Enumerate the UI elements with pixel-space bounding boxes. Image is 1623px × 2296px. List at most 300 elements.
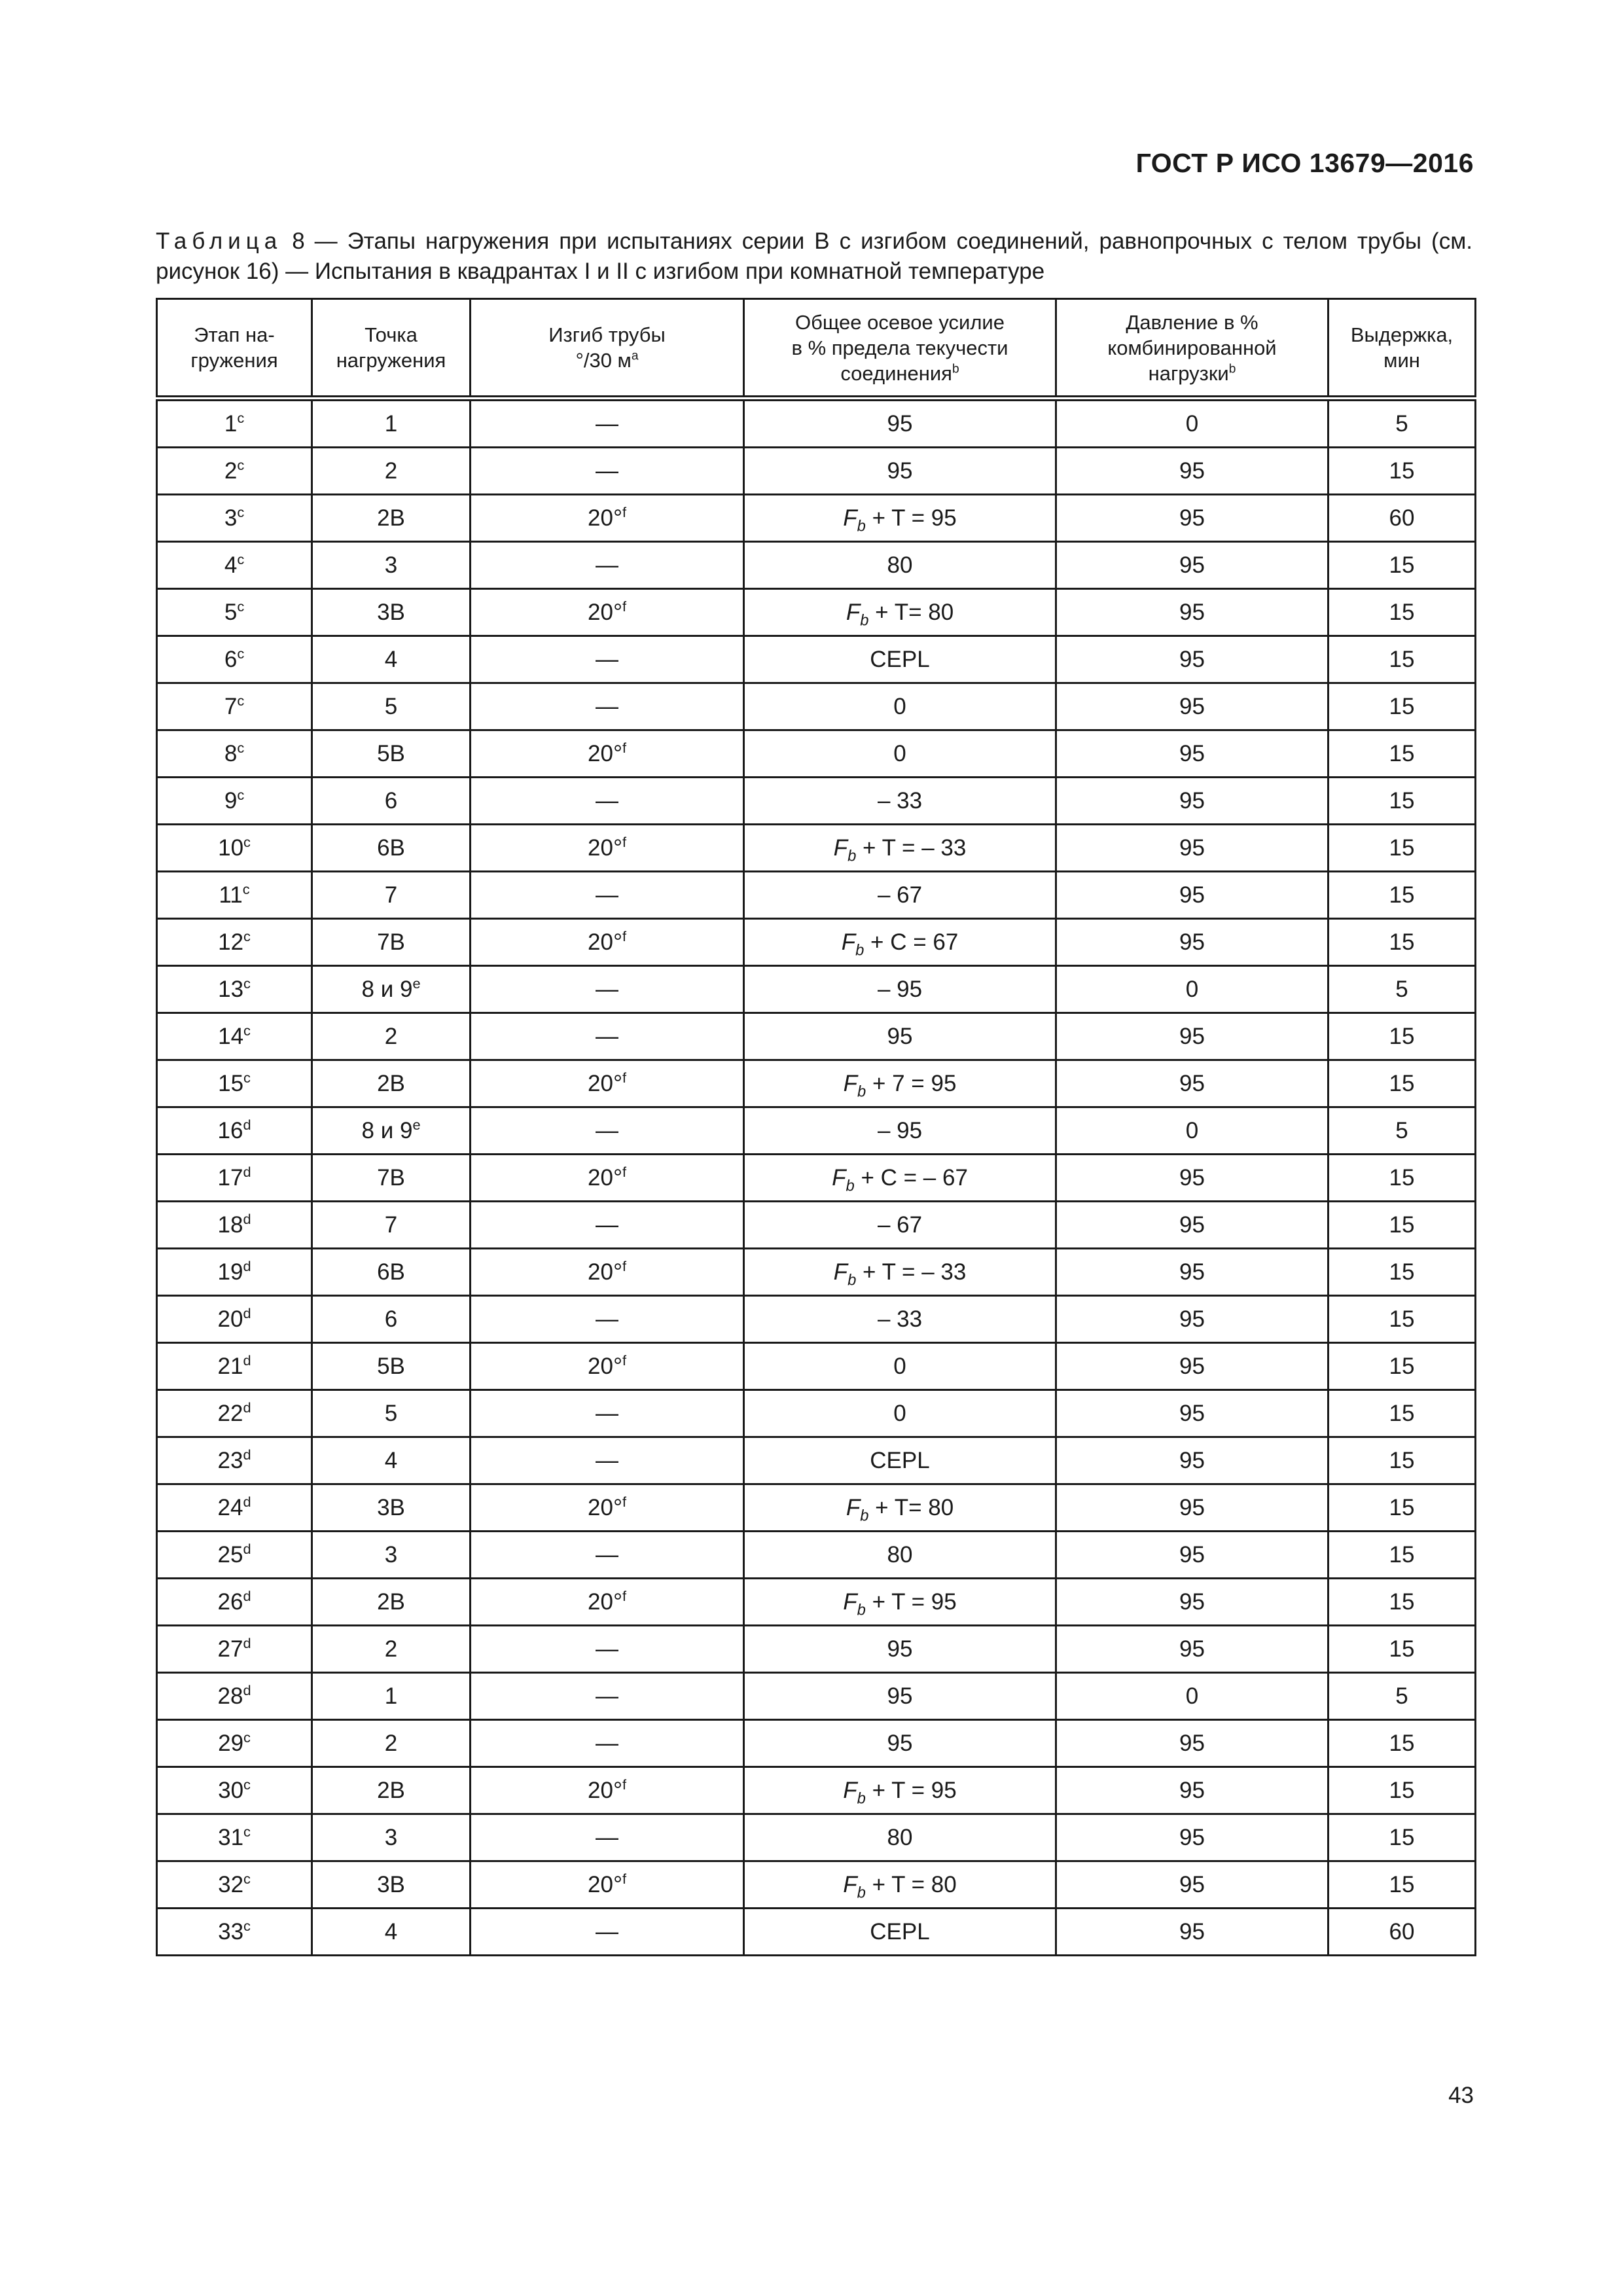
column-header-line: Общее осевое усилие [795, 310, 1005, 334]
loading-point: 5B [377, 1353, 405, 1379]
pipe-bend-cell [471, 1296, 744, 1343]
pipe-bend-cell [471, 825, 744, 872]
stage-cell [157, 966, 312, 1013]
pressure: 95 [1179, 1541, 1205, 1568]
hold-time-cell [1329, 1437, 1476, 1484]
fb-symbol-base: F [841, 929, 856, 955]
pressure: 0 [1185, 976, 1199, 1002]
pipe-bend: 20° [588, 599, 622, 625]
table-row [157, 542, 1476, 589]
table-body [157, 399, 1476, 1956]
pressure: 95 [1179, 1259, 1205, 1285]
fb-symbol-base: F [832, 1164, 846, 1191]
fb-symbol-base: F [843, 1070, 857, 1096]
loading-point: 2B [377, 505, 405, 531]
footnote-marker: f [622, 927, 626, 944]
stage-number: 19 [217, 1259, 243, 1285]
hold-time-cell [1329, 1579, 1476, 1626]
table-row [157, 1060, 1476, 1107]
pressure: 95 [1179, 505, 1205, 531]
footnote-marker: d [243, 1352, 251, 1369]
stage-number: 17 [217, 1164, 243, 1191]
hold-time-cell [1329, 1626, 1476, 1673]
loading-point: 3 [384, 552, 398, 578]
axial-force: 80 [887, 1541, 913, 1568]
table-row [157, 1437, 1476, 1484]
hold-time: 15 [1389, 929, 1415, 955]
loading-point: 8 и 9 [361, 1117, 413, 1143]
pressure-cell [1056, 1296, 1329, 1343]
pressure-cell [1056, 495, 1329, 542]
fb-symbol-subscript: b [857, 1600, 866, 1619]
table-row [157, 1249, 1476, 1296]
axial-force: 0 [893, 740, 906, 766]
pipe-bend: — [596, 1117, 618, 1143]
pressure: 95 [1179, 1824, 1205, 1850]
pressure-cell [1056, 1626, 1329, 1673]
axial-force-cell [744, 1107, 1056, 1155]
fb-symbol-base: F [843, 505, 857, 531]
axial-force: + T = 80 [865, 1871, 957, 1897]
stage-number: 13 [218, 976, 244, 1002]
pressure-cell [1056, 730, 1329, 778]
fb-symbol-base: F [843, 1777, 857, 1803]
pressure: 95 [1179, 740, 1205, 766]
stage-number: 6 [224, 646, 238, 672]
hold-time: 5 [1395, 1117, 1408, 1143]
column-header [471, 299, 744, 399]
table-row [157, 399, 1476, 448]
column-header-line: мин [1383, 349, 1420, 372]
hold-time: 15 [1389, 1636, 1415, 1662]
axial-force-cell [744, 1013, 1056, 1060]
fb-symbol-subscript: b [847, 846, 857, 865]
footnote-marker: f [622, 1870, 626, 1887]
pressure-cell [1056, 636, 1329, 683]
hold-time: 5 [1395, 1683, 1408, 1709]
axial-force-cell [744, 1626, 1056, 1673]
loading-point: 3B [377, 1871, 405, 1897]
pressure-cell [1056, 1484, 1329, 1532]
table-caption-label: Таблица [156, 228, 283, 254]
fb-symbol-base: F [843, 1871, 857, 1897]
loading-point: 1 [384, 1683, 398, 1709]
fb-symbol [843, 1777, 866, 1807]
loading-point: 1 [384, 410, 398, 437]
pressure-cell [1056, 919, 1329, 966]
axial-force: + T= 80 [868, 599, 954, 625]
loading-point-cell [312, 542, 471, 589]
footnote-marker: c [243, 1917, 251, 1934]
hold-time-cell [1329, 1861, 1476, 1909]
fb-symbol-subscript: b [857, 516, 866, 535]
axial-force-cell [744, 1343, 1056, 1390]
column-header-line: комбинированной [1107, 336, 1277, 359]
stage-cell [157, 1532, 312, 1579]
stage-cell [157, 1484, 312, 1532]
axial-force-cell [744, 683, 1056, 730]
fb-symbol [832, 1164, 855, 1194]
table-header [157, 299, 1476, 399]
stage-cell [157, 1861, 312, 1909]
fb-symbol [843, 1070, 866, 1100]
axial-force: 95 [887, 1730, 913, 1756]
pressure-cell [1056, 683, 1329, 730]
hold-time-cell [1329, 683, 1476, 730]
fb-symbol-subscript: b [857, 1789, 866, 1807]
footnote-marker: f [622, 833, 626, 850]
loading-stages-table [156, 298, 1476, 1956]
loading-point-cell [312, 683, 471, 730]
pressure-cell [1056, 966, 1329, 1013]
pipe-bend-cell [471, 1155, 744, 1202]
stage-cell [157, 1202, 312, 1249]
pipe-bend-cell [471, 966, 744, 1013]
footnote-marker: d [243, 1540, 251, 1557]
pipe-bend-cell [471, 1249, 744, 1296]
stage-cell [157, 1437, 312, 1484]
hold-time: 15 [1389, 646, 1415, 672]
footnote-marker: a [631, 349, 639, 363]
hold-time: 15 [1389, 693, 1415, 719]
pipe-bend-cell [471, 1673, 744, 1720]
pipe-bend: — [596, 410, 618, 437]
stage-number: 26 [217, 1588, 243, 1615]
loading-point-cell [312, 1720, 471, 1767]
pipe-bend-cell [471, 1013, 744, 1060]
axial-force: 95 [887, 1023, 913, 1049]
pipe-bend: — [596, 787, 618, 814]
table-row [157, 1013, 1476, 1060]
loading-point: 2 [384, 1023, 398, 1049]
fb-symbol [846, 1494, 869, 1524]
table-row [157, 1579, 1476, 1626]
fb-symbol-subscript: b [860, 1506, 869, 1524]
pressure: 95 [1179, 1353, 1205, 1379]
stage-cell [157, 1673, 312, 1720]
footnote-marker: f [622, 598, 626, 615]
footnote-marker: c [237, 550, 245, 567]
axial-force-cell [744, 1060, 1056, 1107]
loading-point-cell [312, 589, 471, 636]
column-header-line: в % предела текучести [791, 336, 1008, 359]
axial-force-cell [744, 778, 1056, 825]
fb-symbol [833, 834, 857, 865]
loading-point: 2B [377, 1588, 405, 1615]
table-row [157, 1107, 1476, 1155]
axial-force: + T = 95 [865, 505, 957, 531]
axial-force-cell [744, 966, 1056, 1013]
footnote-marker: b [952, 361, 959, 376]
pressure: 95 [1179, 1777, 1205, 1803]
footnote-marker: f [622, 1069, 626, 1086]
hold-time-cell [1329, 872, 1476, 919]
loading-point-cell [312, 919, 471, 966]
hold-time: 15 [1389, 1447, 1415, 1473]
axial-force: + 7 = 95 [866, 1070, 957, 1096]
fb-symbol-base: F [843, 1588, 857, 1615]
axial-force: 0 [893, 693, 906, 719]
axial-force-cell [744, 1579, 1056, 1626]
stage-number: 12 [218, 929, 244, 955]
hold-time-cell [1329, 448, 1476, 495]
loading-point: 3B [377, 599, 405, 625]
axial-force: + C = 67 [864, 929, 959, 955]
hold-time-cell [1329, 542, 1476, 589]
pipe-bend-cell [471, 730, 744, 778]
axial-force: + T = – 33 [856, 834, 967, 861]
table-row [157, 1909, 1476, 1956]
loading-point: 7 [384, 882, 398, 908]
stage-cell [157, 495, 312, 542]
fb-symbol-base: F [846, 599, 861, 625]
pressure-cell [1056, 1579, 1329, 1626]
pressure: 95 [1179, 1871, 1205, 1897]
pipe-bend: 20° [588, 1070, 622, 1096]
stage-number: 33 [218, 1918, 244, 1945]
fb-symbol [843, 505, 866, 535]
footnote-marker: f [622, 1257, 626, 1274]
loading-point: 7 [384, 1211, 398, 1238]
hold-time-cell [1329, 1107, 1476, 1155]
pipe-bend: — [596, 1447, 618, 1473]
pipe-bend: 20° [588, 1353, 622, 1379]
axial-force-cell [744, 1814, 1056, 1861]
loading-point: 4 [384, 1918, 398, 1945]
stage-cell [157, 872, 312, 919]
loading-point-cell [312, 1626, 471, 1673]
column-header-line: соединения [840, 361, 952, 385]
loading-point: 4 [384, 646, 398, 672]
pressure-cell [1056, 448, 1329, 495]
pressure: 95 [1179, 1023, 1205, 1049]
table-row [157, 778, 1476, 825]
axial-force-cell [744, 730, 1056, 778]
stage-cell [157, 1909, 312, 1956]
stage-cell [157, 1155, 312, 1202]
hold-time: 15 [1389, 882, 1415, 908]
column-header-line: Выдержка, [1350, 323, 1454, 346]
pressure: 95 [1179, 1918, 1205, 1945]
axial-force: 95 [887, 1636, 913, 1662]
fb-symbol-base: F [833, 834, 848, 861]
table-row [157, 1861, 1476, 1909]
loading-point: 6B [377, 834, 405, 861]
axial-force: + T = 95 [865, 1777, 957, 1803]
column-header-line: нагружения [336, 349, 446, 372]
pipe-bend: — [596, 1541, 618, 1568]
table-row [157, 636, 1476, 683]
stage-number: 22 [217, 1400, 243, 1426]
table-row [157, 1343, 1476, 1390]
axial-force-cell [744, 1532, 1056, 1579]
footnote-marker: f [622, 1163, 626, 1180]
stage-number: 4 [224, 552, 238, 578]
pressure: 95 [1179, 646, 1205, 672]
loading-point-cell [312, 1532, 471, 1579]
hold-time-cell [1329, 495, 1476, 542]
pipe-bend-cell [471, 636, 744, 683]
hold-time-cell [1329, 636, 1476, 683]
axial-force: 95 [887, 1683, 913, 1709]
pressure-cell [1056, 1532, 1329, 1579]
hold-time: 15 [1389, 1824, 1415, 1850]
pipe-bend: — [596, 1400, 618, 1426]
table-row [157, 1484, 1476, 1532]
pressure-cell [1056, 1437, 1329, 1484]
pressure: 0 [1185, 1117, 1199, 1143]
hold-time-cell [1329, 1390, 1476, 1437]
stage-number: 28 [217, 1683, 243, 1709]
loading-point-cell [312, 1437, 471, 1484]
hold-time-cell [1329, 1767, 1476, 1814]
hold-time-cell [1329, 730, 1476, 778]
hold-time-cell [1329, 1673, 1476, 1720]
hold-time: 15 [1389, 1259, 1415, 1285]
hold-time-cell [1329, 966, 1476, 1013]
stage-number: 15 [218, 1070, 244, 1096]
hold-time: 15 [1389, 1588, 1415, 1615]
pipe-bend: 20° [588, 740, 622, 766]
loading-point-cell [312, 1390, 471, 1437]
stage-cell [157, 589, 312, 636]
pressure: 95 [1179, 599, 1205, 625]
footnote-marker: d [243, 1446, 251, 1463]
column-header-line: Точка [365, 323, 418, 346]
stage-cell [157, 399, 312, 448]
loading-point: 2 [384, 457, 398, 484]
axial-force: 0 [893, 1353, 906, 1379]
loading-point: 2 [384, 1730, 398, 1756]
pressure-cell [1056, 1155, 1329, 1202]
loading-point-cell [312, 825, 471, 872]
axial-force: 80 [887, 552, 913, 578]
footnote-marker: c [237, 739, 245, 756]
loading-point: 6 [384, 787, 398, 814]
pressure: 95 [1179, 1636, 1205, 1662]
pipe-bend-cell [471, 1107, 744, 1155]
pressure-cell [1056, 1390, 1329, 1437]
hold-time: 15 [1389, 1023, 1415, 1049]
column-header-line: Давление в % [1126, 310, 1258, 334]
axial-force: CEPL [870, 1447, 930, 1473]
axial-force-cell [744, 1909, 1056, 1956]
hold-time: 15 [1389, 599, 1415, 625]
document-id-header: ГОСТ Р ИСО 13679—2016 [1135, 148, 1474, 178]
pipe-bend: 20° [588, 505, 622, 531]
axial-force-cell [744, 1484, 1056, 1532]
stage-cell [157, 1767, 312, 1814]
hold-time: 15 [1389, 1777, 1415, 1803]
table-row [157, 1626, 1476, 1673]
footnote-marker: f [622, 1587, 626, 1604]
pipe-bend-cell [471, 872, 744, 919]
table-row [157, 730, 1476, 778]
hold-time-cell [1329, 1155, 1476, 1202]
hold-time-cell [1329, 1060, 1476, 1107]
axial-force-cell [744, 589, 1056, 636]
loading-point-cell [312, 1013, 471, 1060]
axial-force: – 95 [877, 1117, 923, 1143]
footnote-marker: f [622, 1776, 626, 1793]
pipe-bend-cell [471, 1720, 744, 1767]
hold-time: 15 [1389, 834, 1415, 861]
pipe-bend-cell [471, 448, 744, 495]
pipe-bend: 20° [588, 1588, 622, 1615]
loading-point-cell [312, 1249, 471, 1296]
fb-symbol-base: F [833, 1259, 848, 1285]
pressure: 95 [1179, 1730, 1205, 1756]
footnote-marker: d [243, 1587, 251, 1604]
pressure-cell [1056, 1343, 1329, 1390]
pressure: 95 [1179, 1494, 1205, 1520]
loading-point-cell [312, 1861, 471, 1909]
footnote-marker: d [243, 1116, 251, 1133]
pipe-bend-cell [471, 1437, 744, 1484]
table-row [157, 1390, 1476, 1437]
loading-point: 3 [384, 1824, 398, 1850]
hold-time-cell [1329, 1909, 1476, 1956]
loading-point-cell [312, 1343, 471, 1390]
pressure-cell [1056, 872, 1329, 919]
table-row [157, 495, 1476, 542]
pressure: 95 [1179, 1070, 1205, 1096]
loading-point: 3 [384, 1541, 398, 1568]
table-header-row [157, 299, 1476, 399]
axial-force-cell [744, 1720, 1056, 1767]
pipe-bend: — [596, 882, 618, 908]
loading-point-cell [312, 1155, 471, 1202]
pressure: 0 [1185, 410, 1199, 437]
footnote-marker: d [243, 1163, 251, 1180]
column-header [1329, 299, 1476, 399]
footnote-marker: c [243, 1022, 251, 1039]
pipe-bend: — [596, 1683, 618, 1709]
loading-point-cell [312, 966, 471, 1013]
pipe-bend-cell [471, 1814, 744, 1861]
stage-cell [157, 1107, 312, 1155]
pipe-bend: — [596, 693, 618, 719]
pipe-bend-cell [471, 1532, 744, 1579]
hold-time-cell [1329, 1296, 1476, 1343]
pipe-bend-cell [471, 542, 744, 589]
hold-time: 15 [1389, 1211, 1415, 1238]
stage-number: 24 [217, 1494, 243, 1520]
footnote-marker: e [412, 1116, 421, 1133]
loading-point-cell [312, 872, 471, 919]
axial-force: 95 [887, 410, 913, 437]
axial-force-cell [744, 1296, 1056, 1343]
table-row [157, 966, 1476, 1013]
pressure-cell [1056, 778, 1329, 825]
loading-point-cell [312, 1814, 471, 1861]
stage-cell [157, 1814, 312, 1861]
fb-symbol [846, 599, 869, 629]
fb-symbol-subscript: b [857, 1082, 866, 1100]
loading-point: 5 [384, 693, 398, 719]
column-header [744, 299, 1056, 399]
pipe-bend: — [596, 552, 618, 578]
stage-number: 5 [224, 599, 238, 625]
pipe-bend: — [596, 457, 618, 484]
axial-force: – 33 [877, 787, 923, 814]
hold-time-cell [1329, 1814, 1476, 1861]
fb-symbol-subscript: b [855, 941, 865, 959]
footnote-marker: d [243, 1257, 251, 1274]
stage-number: 25 [217, 1541, 243, 1568]
loading-point: 5 [384, 1400, 398, 1426]
stage-number: 23 [217, 1447, 243, 1473]
